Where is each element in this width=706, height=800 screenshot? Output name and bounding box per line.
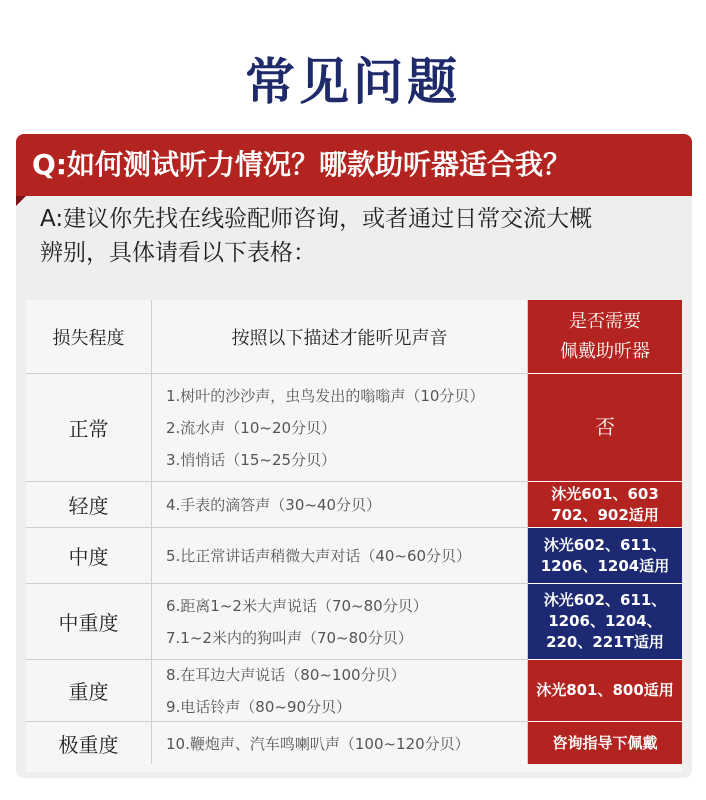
row-level: 极重度 (58, 732, 119, 757)
row-need-line: 咨询指导下佩戴 (552, 733, 658, 752)
row-desc-line: 2.流水声（10~20分贝） (166, 418, 337, 437)
row-level-cell (26, 482, 152, 528)
row-level-cell (26, 722, 152, 764)
row-level: 中重度 (58, 611, 119, 635)
row-need-line: 1206、1204适用 (540, 556, 670, 575)
row-desc-cell (152, 660, 528, 722)
row-desc-line: 10.鞭炮声、汽车鸣喇叭声（100~120分贝） (166, 734, 470, 753)
row-desc-line: 9.电话铃声（80~90分贝） (166, 697, 352, 716)
row-desc-cell (152, 482, 528, 528)
header-need-cell (528, 300, 682, 374)
row-level: 重度 (68, 680, 109, 704)
row-level-cell (26, 528, 152, 584)
row-need-cell (528, 482, 682, 528)
row-desc-cell (152, 374, 528, 482)
row-need-line: 否 (595, 415, 615, 439)
row-level-cell (26, 374, 152, 482)
header-level: 损失程度 (52, 327, 125, 349)
header-need-line-1: 是否需要 (569, 310, 641, 332)
row-desc-cell (152, 584, 528, 660)
row-desc-line: 1.树叶的沙沙声，虫鸟发出的嗡嗡声（10分贝） (166, 386, 485, 405)
header-need-line-2: 佩戴助听器 (560, 340, 650, 362)
row-level-cell (26, 660, 152, 722)
question-banner (16, 134, 692, 196)
answer-text (40, 202, 680, 270)
answer-line-2: 辨别，具体请看以下表格： (40, 240, 316, 266)
row-need-cell (528, 722, 682, 764)
row-level: 正常 (68, 417, 109, 441)
row-need-line: 沐光601、603 (551, 484, 659, 503)
row-need-line: 702、902适用 (551, 505, 659, 524)
row-level: 轻度 (68, 494, 109, 518)
page-title: 常见问题 (245, 53, 461, 111)
row-level-cell (26, 584, 152, 660)
row-desc-line: 5.比正常讲话声稍微大声对话（40~60分贝） (166, 547, 472, 565)
hearing-loss-table (26, 300, 682, 772)
row-need-cell (528, 584, 682, 660)
header-desc: 按照以下描述才能听见声音 (231, 327, 448, 349)
row-desc-line: 7.1~2米内的狗叫声（70~80分贝） (166, 628, 413, 647)
row-desc-cell (152, 528, 528, 584)
header-level-cell (26, 300, 152, 374)
question-text: Q:如何测试听力情况？哪款助听器适合我？ (32, 148, 572, 181)
row-need-line: 沐光801、800适用 (536, 681, 674, 699)
row-need-line: 1206、1204、 (548, 612, 662, 630)
row-level: 中度 (68, 545, 109, 569)
row-desc-line: 3.悄悄话（15~25分贝） (166, 450, 337, 469)
row-desc-line: 6.距离1~2米大声说话（70~80分贝） (166, 596, 428, 615)
row-need-cell (528, 374, 682, 482)
faq-card (16, 134, 692, 778)
row-need-line: 沐光602、611、 (543, 535, 667, 554)
row-need-line: 220、221T适用 (546, 633, 664, 651)
row-need-line: 沐光602、611、 (543, 591, 667, 609)
header-desc-cell (152, 300, 528, 374)
row-need-cell (528, 528, 682, 584)
banner-fold-decoration (16, 196, 26, 206)
row-desc-line: 8.在耳边大声说话（80~100分贝） (166, 665, 406, 684)
row-desc-line: 4.手表的滴答声（30~40分贝） (166, 496, 382, 514)
row-need-cell (528, 660, 682, 722)
answer-line-1: A:建议你先找在线验配师咨询，或者通过日常交流大概 (40, 206, 593, 232)
row-desc-cell (152, 722, 528, 764)
